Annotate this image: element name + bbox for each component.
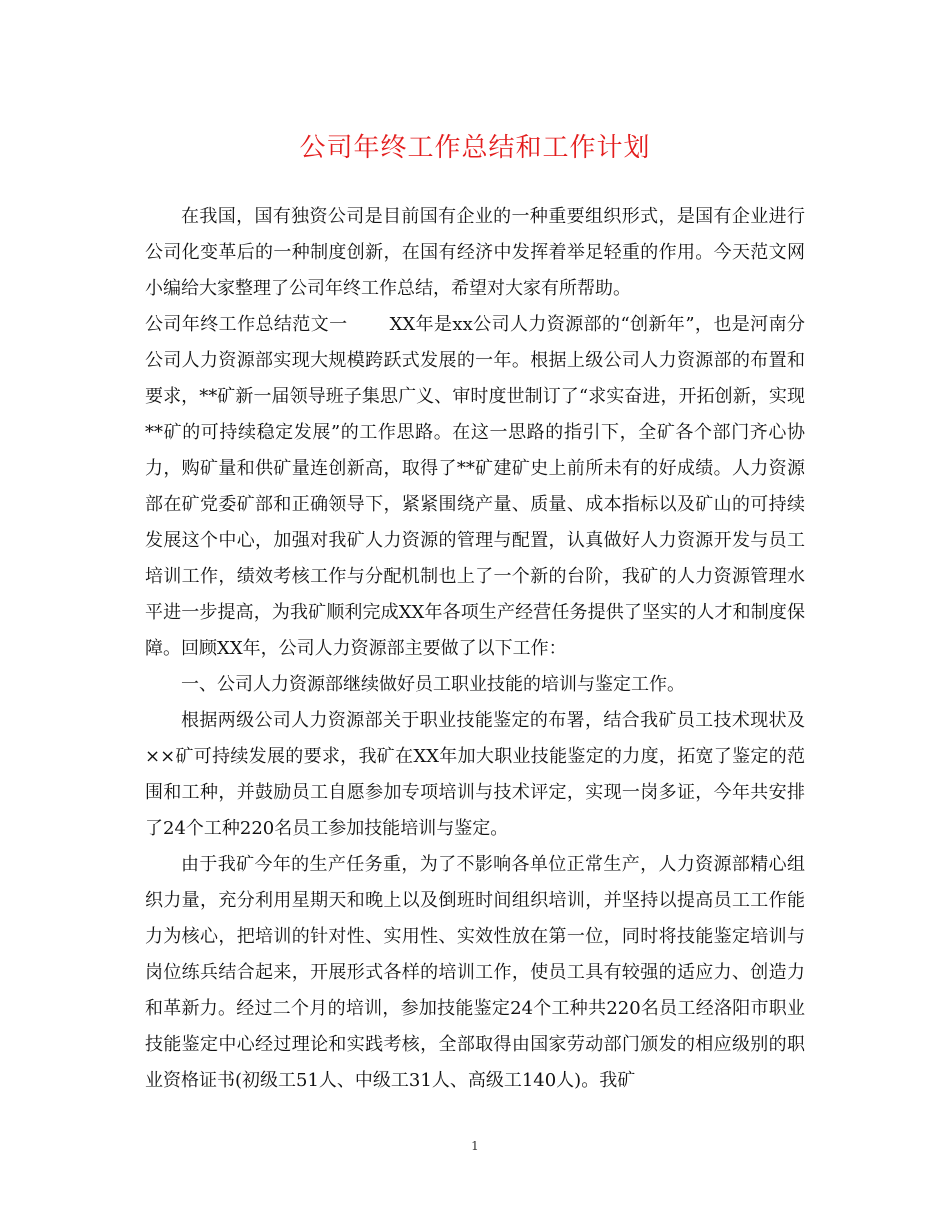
heading-one: 一、公司人力资源部继续做好员工职业技能的培训与鉴定工作。 xyxy=(181,674,685,695)
section-text: XX年是xx公司人力资源部的“创新年”，也是河南分公司人力资源部实现大规模跨跃式发展的一年。根据上级公司人力资源部的布置和要求，**矿新一届领导班子集思广义、审时度世制订了“求实奋进，开拓创新，实现**矿的可持续稳定发展”的工作思路。在这一思路的指引下，全矿各个部门齐心协力，购矿量和供矿量连创新高，取得了**矿建矿史上前所未有的好成绩。人力资源部在矿党委矿部和正确领导下，紧紧围绕产量、质量、成本指标以及矿山的可持续发展这个中心，加强对我矿人力资源的管理与配置，认真做好人力资源开发与员工培训工作，绩效考核工作与分配机制也上了一个新的台阶，我矿的人力资源管理水平进一步提高，为我矿顺利完成XX年各项生产经营任务提供了坚实的人才和制度保障。回顾XX年，公司人力资源部主要做了以下工作： xyxy=(145,314,806,659)
paragraph-three: 由于我矿今年的生产任务重，为了不影响各单位正常生产，人力资源部精心组织力量，充分利用星期天和晚上以及倒班时间组织培训，并坚持以提高员工工作能力为核心，把培训的针对性、实用性、实效性放在第一位，同时将技能鉴定培训与岗位练兵结合起来，开展形式各样的培训工作，使员工具有较强的适应力、创造力和革新力。经过二个月的培训，参加技能鉴定24个工种共220名员工经洛阳市职业技能鉴定中心经过理论和实践考核，全部取得由国家劳动部门颁发的相应级别的职业资格证书(初级工51人、中级工31人、高级工140人)。我矿 xyxy=(145,854,805,1091)
document-title: 公司年终工作总结和工作计划 xyxy=(299,133,651,163)
intro-paragraph: 在我国，国有独资公司是目前国有企业的一种重要组织形式，是国有企业进行公司化变革后的一种制度创新，在国有经济中发挥着举足轻重的作用。今天范文网小编给大家整理了公司年终工作总结，希望对大家有所帮助。 xyxy=(145,206,805,299)
page-number: 1 xyxy=(471,1139,479,1153)
paragraph-two: 根据两级公司人力资源部关于职业技能鉴定的布署，结合我矿员工技术现状及××矿可持续发展的要求，我矿在XX年加大职业技能鉴定的力度，拓宽了鉴定的范围和工种，并鼓励员工自愿参加专项培训与技术评定，实现一岗多证，今年共安排了24个工种220名员工参加技能培训与鉴定。 xyxy=(145,710,805,839)
document-body xyxy=(145,199,805,1099)
section-paragraph xyxy=(145,307,805,667)
section-label: 公司年终工作总结范文一 xyxy=(145,314,348,335)
